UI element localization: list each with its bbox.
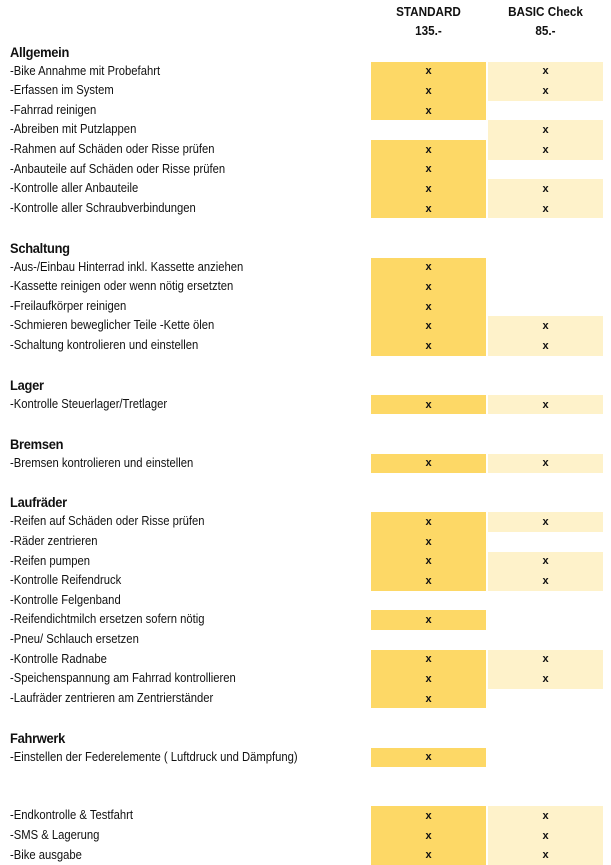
standard-check-cell: x — [371, 160, 486, 180]
table-row — [0, 806, 611, 826]
item-label: -Bike ausgabe — [10, 847, 82, 862]
table-row — [0, 297, 611, 317]
standard-check-cell: x — [371, 258, 486, 278]
section-header — [0, 42, 611, 62]
basic-check-cell: x — [488, 512, 603, 532]
item-label: -Pneu/ Schlauch ersetzen — [10, 632, 139, 646]
section-header — [0, 493, 611, 513]
item-label: -Kontrolle aller Schraubverbindungen — [10, 200, 196, 215]
table-row — [0, 571, 611, 591]
table-row — [0, 160, 611, 180]
basic-check-cell: x — [488, 826, 603, 846]
standard-check-cell: x — [371, 62, 486, 82]
item-label: -Kontrolle aller Anbauteile — [10, 181, 139, 196]
item-label: -Reifen auf Schäden oder Risse prüfen — [10, 514, 205, 529]
section-header — [0, 238, 611, 258]
table-row — [0, 610, 611, 630]
basic-name: BASIC Check — [508, 4, 583, 19]
item-label: -Fahrrad reinigen — [10, 102, 97, 117]
section-title: Allgemein — [10, 43, 70, 60]
item-label: -Kontrolle Steuerlager/Tretlager — [10, 396, 168, 411]
table-row — [0, 101, 611, 121]
item-label: -Reifen pumpen — [10, 553, 91, 568]
section-title: Schaltung — [10, 239, 70, 256]
basic-check-cell: x — [488, 81, 603, 101]
basic-check-cell: x — [488, 62, 603, 82]
standard-check-cell: x — [371, 336, 486, 356]
section-title: Fahrwerk — [10, 729, 66, 746]
section-header — [0, 375, 611, 395]
standard-price: 135.- — [415, 23, 442, 38]
basic-check-cell: x — [488, 120, 603, 140]
table-row — [0, 669, 611, 689]
standard-check-cell: x — [371, 512, 486, 532]
table-row — [0, 62, 611, 82]
item-label: -Schmieren beweglicher Teile -Kette ölen — [10, 318, 215, 333]
standard-check-cell: x — [371, 277, 486, 297]
item-label: -Schaltung kontrolieren und einstellen — [10, 338, 199, 352]
basic-check-cell: x — [488, 316, 603, 336]
standard-check-cell: x — [371, 669, 486, 689]
basic-price: 85.- — [535, 23, 556, 38]
section-title: Bremsen — [10, 435, 64, 452]
standard-check-cell: x — [371, 199, 486, 219]
item-label: -Speichenspannung am Fahrrad kontrollieren — [10, 671, 236, 686]
table-row — [0, 199, 611, 219]
item-label: -Aus-/Einbau Hinterrad inkl. Kassette anziehen — [10, 259, 244, 274]
standard-check-cell: x — [371, 689, 486, 709]
basic-check-cell: x — [488, 669, 603, 689]
basic-check-cell: x — [488, 552, 603, 572]
standard-check-cell: x — [371, 532, 486, 552]
standard-check-cell: x — [371, 748, 486, 768]
basic-check-cell: x — [488, 806, 603, 826]
table-row — [0, 140, 611, 160]
basic-check-cell: x — [488, 454, 603, 474]
table-row — [0, 316, 611, 336]
item-label: -Abreiben mit Putzlappen — [10, 122, 137, 137]
table-row — [0, 552, 611, 572]
standard-check-cell: x — [371, 101, 486, 121]
standard-check-cell: x — [371, 297, 486, 317]
table-row — [0, 826, 611, 846]
table-row — [0, 748, 611, 768]
table-row — [0, 120, 611, 140]
section-title: Laufräder — [10, 494, 67, 511]
basic-check-cell: x — [488, 199, 603, 219]
table-row — [0, 454, 611, 474]
table-row — [0, 258, 611, 278]
standard-check-cell: x — [371, 806, 486, 826]
table-row — [0, 591, 611, 611]
item-label: -Endkontrolle & Testfahrt — [10, 808, 133, 823]
section-header — [0, 728, 611, 748]
item-label: -Freilaufkörper reinigen — [10, 298, 127, 313]
item-label: -Laufräder zentrieren am Zentrierständer — [10, 690, 214, 705]
standard-check-cell: x — [371, 610, 486, 630]
basic-check-cell: x — [488, 140, 603, 160]
table-row — [0, 395, 611, 415]
basic-check-cell: x — [488, 179, 603, 199]
item-label: -Kontrolle Felgenband — [10, 592, 121, 607]
basic-check-cell: x — [488, 395, 603, 415]
item-label: -Räder zentrieren — [10, 534, 98, 548]
table-row — [0, 650, 611, 670]
item-label: -Anbauteile auf Schäden oder Risse prüfen — [10, 161, 226, 176]
standard-check-cell: x — [371, 395, 486, 415]
standard-check-cell: x — [371, 81, 486, 101]
standard-check-cell: x — [371, 826, 486, 846]
table-row — [0, 512, 611, 532]
standard-check-cell: x — [371, 316, 486, 336]
table-row — [0, 532, 611, 552]
table-row — [0, 689, 611, 709]
item-label: -Bike Annahme mit Probefahrt — [10, 63, 161, 78]
item-label: -Einstellen der Federelemente ( Luftdruck und Dämpfung) — [10, 749, 298, 764]
item-label: -Rahmen auf Schäden oder Risse prüfen — [10, 142, 215, 156]
item-label: -Kontrolle Reifendruck — [10, 573, 122, 588]
table-row — [0, 336, 611, 356]
table-row — [0, 277, 611, 297]
basic-check-cell: x — [488, 336, 603, 356]
table-row — [0, 179, 611, 199]
item-label: -Bremsen kontrolieren und einstellen — [10, 455, 194, 470]
table-row — [0, 630, 611, 650]
standard-name: STANDARD — [396, 4, 461, 19]
section-header — [0, 787, 611, 807]
basic-check-cell: x — [488, 650, 603, 670]
item-label: -Reifendichtmilch ersetzen sofern nötig — [10, 612, 205, 627]
basic-check-cell: x — [488, 846, 603, 865]
standard-check-cell: x — [371, 552, 486, 572]
standard-check-cell: x — [371, 179, 486, 199]
table-row — [0, 846, 611, 865]
item-label: -Kassette reinigen oder wenn nötig ersetzten — [10, 279, 234, 294]
standard-check-cell: x — [371, 140, 486, 160]
section-title: Lager — [10, 376, 44, 393]
table-row — [0, 81, 611, 101]
standard-check-cell: x — [371, 454, 486, 474]
item-label: -SMS & Lagerung — [10, 828, 100, 842]
standard-check-cell: x — [371, 846, 486, 865]
standard-check-cell: x — [371, 571, 486, 591]
item-label: -Erfassen im System — [10, 83, 114, 98]
item-label: -Kontrolle Radnabe — [10, 651, 107, 666]
section-header — [0, 434, 611, 454]
basic-check-cell: x — [488, 571, 603, 591]
standard-check-cell: x — [371, 650, 486, 670]
